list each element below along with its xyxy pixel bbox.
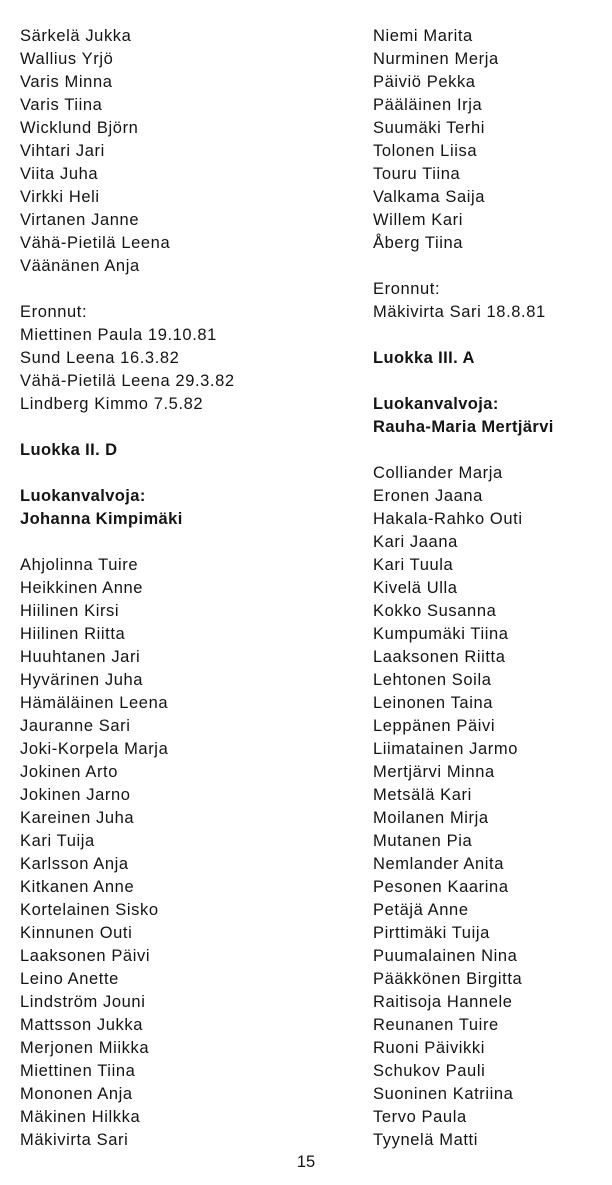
student-name: Lindström Jouni xyxy=(20,993,146,1011)
supervisor-label: Luokanvalvoja: xyxy=(373,395,499,413)
student-name: Laaksonen Päivi xyxy=(20,947,151,965)
list-item: Varis Minna xyxy=(20,73,113,91)
student-name: Kari Jaana xyxy=(373,533,458,551)
student-name: Kitkanen Anne xyxy=(20,878,135,896)
student-name: Nemlander Anita xyxy=(373,855,504,873)
class-list-continued xyxy=(20,25,340,278)
student-name: Kortelainen Sisko xyxy=(20,901,159,919)
student-name: Mäkinen Hilkka xyxy=(20,1108,141,1126)
student-name: Leinonen Taina xyxy=(373,694,494,712)
student-name: Pääkkönen Birgitta xyxy=(373,970,523,988)
student-name: Liimatainen Jarmo xyxy=(373,740,519,758)
list-item: Åberg Tiina xyxy=(373,234,464,252)
student-name: Suoninen Katriina xyxy=(373,1085,514,1103)
list-item: Viita Juha xyxy=(20,165,99,183)
list-item: Wicklund Björn xyxy=(20,119,139,137)
student-name: Hämäläinen Leena xyxy=(20,694,169,712)
student-name: Schukov Pauli xyxy=(373,1062,486,1080)
list-item: Valkama Saija xyxy=(373,188,486,206)
student-name: Mononen Anja xyxy=(20,1085,133,1103)
supervisor-label: Luokanvalvoja: xyxy=(20,487,146,505)
list-item: Varis Tiina xyxy=(20,96,103,114)
student-name: Raitisoja Hannele xyxy=(373,993,513,1011)
list-item: Vihtari Jari xyxy=(20,142,105,160)
list-item: Tolonen Liisa xyxy=(373,142,478,160)
student-name: Jokinen Arto xyxy=(20,763,119,781)
student-name: Jokinen Jarno xyxy=(20,786,131,804)
resigned-label: Eronnut: xyxy=(373,280,441,298)
student-name: Petäjä Anne xyxy=(373,901,469,919)
resigned-entry: Sund Leena 16.3.82 xyxy=(20,349,180,367)
student-name: Kinnunen Outi xyxy=(20,924,133,942)
supervisor-name: Johanna Kimpimäki xyxy=(20,510,183,528)
spacer xyxy=(373,370,608,393)
student-name: Mutanen Pia xyxy=(373,832,473,850)
student-name: Metsälä Kari xyxy=(373,786,472,804)
right-column xyxy=(373,25,608,1152)
spacer xyxy=(20,278,340,301)
student-name: Hyvärinen Juha xyxy=(20,671,144,689)
student-name: Hakala-Rahko Outi xyxy=(373,510,523,528)
list-item: Virkki Heli xyxy=(20,188,100,206)
student-name: Tervo Paula xyxy=(373,1108,467,1126)
student-name: Reunanen Tuire xyxy=(373,1016,499,1034)
student-name: Kari Tuula xyxy=(373,556,454,574)
spacer xyxy=(373,439,608,462)
resigned-entry: Mäkivirta Sari 18.8.81 xyxy=(373,303,546,321)
student-name: Moilanen Mirja xyxy=(373,809,489,827)
list-item: Nurminen Merja xyxy=(373,50,499,68)
resigned-label: Eronnut: xyxy=(20,303,88,321)
student-name: Heikkinen Anne xyxy=(20,579,144,597)
spacer xyxy=(20,531,340,554)
list-item: Willem Kari xyxy=(373,211,464,229)
student-name: Colliander Marja xyxy=(373,464,503,482)
student-name: Eronen Jaana xyxy=(373,487,483,505)
list-item: Suumäki Terhi xyxy=(373,119,486,137)
student-name: Laaksonen Riitta xyxy=(373,648,506,666)
spacer xyxy=(20,416,340,439)
student-list xyxy=(373,462,608,1152)
student-name: Puumalainen Nina xyxy=(373,947,518,965)
student-name: Hiilinen Riitta xyxy=(20,625,126,643)
list-item: Väänänen Anja xyxy=(20,257,140,275)
student-name: Leino Anette xyxy=(20,970,119,988)
student-name: Huuhtanen Jari xyxy=(20,648,141,666)
student-name: Kareinen Juha xyxy=(20,809,135,827)
student-name: Kari Tuija xyxy=(20,832,95,850)
student-name: Pirttimäki Tuija xyxy=(373,924,490,942)
spacer xyxy=(373,255,608,278)
list-item: Vähä-Pietilä Leena xyxy=(20,234,171,252)
student-name: Ruoni Päivikki xyxy=(373,1039,486,1057)
student-name: Merjonen Miikka xyxy=(20,1039,150,1057)
list-item: Niemi Marita xyxy=(373,27,473,45)
student-list xyxy=(20,554,340,1152)
list-item: Virtanen Janne xyxy=(20,211,140,229)
class-heading: Luokka II. D xyxy=(20,441,118,459)
resigned-entry: Vähä-Pietilä Leena 29.3.82 xyxy=(20,372,235,390)
student-name: Kivelä Ulla xyxy=(373,579,458,597)
student-name: Pesonen Kaarina xyxy=(373,878,509,896)
left-column xyxy=(20,25,340,1152)
student-name: Joki-Korpela Marja xyxy=(20,740,169,758)
resigned-list xyxy=(20,324,340,416)
student-name: Tyynelä Matti xyxy=(373,1131,479,1149)
spacer xyxy=(373,324,608,347)
resigned-entry: Lindberg Kimmo 7.5.82 xyxy=(20,395,204,413)
spacer xyxy=(20,462,340,485)
class-list-continued xyxy=(373,25,608,255)
class-heading: Luokka III. A xyxy=(373,349,475,367)
student-name: Mäkivirta Sari xyxy=(20,1131,129,1149)
supervisor-name: Rauha-Maria Mertjärvi xyxy=(373,418,554,436)
student-name: Lehtonen Soila xyxy=(373,671,492,689)
list-item: Touru Tiina xyxy=(373,165,461,183)
student-name: Kokko Susanna xyxy=(373,602,497,620)
student-name: Miettinen Tiina xyxy=(20,1062,136,1080)
page-number: 15 xyxy=(296,1153,316,1171)
list-item: Särkelä Jukka xyxy=(20,27,132,45)
student-name: Leppänen Päivi xyxy=(373,717,496,735)
list-item: Wallius Yrjö xyxy=(20,50,114,68)
student-name: Jauranne Sari xyxy=(20,717,131,735)
resigned-list xyxy=(373,301,608,324)
student-name: Karlsson Anja xyxy=(20,855,129,873)
student-name: Mattsson Jukka xyxy=(20,1016,144,1034)
student-name: Mertjärvi Minna xyxy=(373,763,495,781)
student-name: Kumpumäki Tiina xyxy=(373,625,509,643)
student-name: Hiilinen Kirsi xyxy=(20,602,120,620)
list-item: Päiviö Pekka xyxy=(373,73,476,91)
list-item: Pääläinen Irja xyxy=(373,96,483,114)
student-name: Ahjolinna Tuire xyxy=(20,556,139,574)
resigned-entry: Miettinen Paula 19.10.81 xyxy=(20,326,217,344)
